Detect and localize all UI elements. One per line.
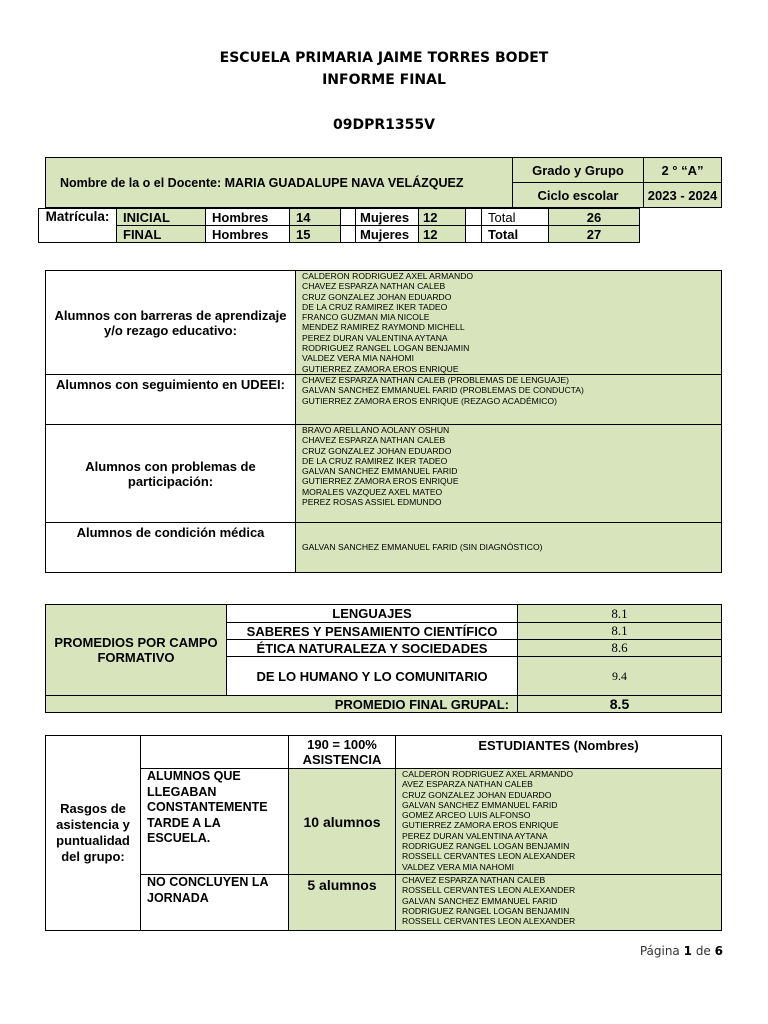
student-name: MENDEZ RAMIREZ RAYMOND MICHELL xyxy=(302,322,465,333)
total-label: Total xyxy=(482,209,549,226)
student-name: GALVAN SANCHEZ EMMANUEL FARID xyxy=(302,466,458,477)
student-name: RODRIGUEZ RANGEL LOGAN BENJAMIN xyxy=(402,905,570,916)
women-initial: 12 xyxy=(419,209,466,226)
women-label: Mujeres xyxy=(356,209,419,226)
field-name: SABERES Y PENSAMIENTO CIENTÍFICO xyxy=(227,623,518,640)
late-list xyxy=(396,769,722,875)
averages-table xyxy=(45,604,722,713)
report-title: INFORME FINAL xyxy=(322,72,446,88)
student-name: CRUZ GONZALEZ JOHAN EDUARDO xyxy=(302,445,452,456)
student-name: CHAVEZ ESPARZA NATHAN CALEB xyxy=(302,281,446,292)
page-word: Página xyxy=(639,944,680,958)
student-name: CRUZ GONZALEZ JOHAN EDUARDO xyxy=(302,291,452,302)
count-leave: 5 alumnos xyxy=(289,875,396,931)
student-name: GALVAN SANCHEZ EMMANUEL FARID (SIN DIAGNÓSTICO) xyxy=(302,542,543,553)
field-name: DE LO HUMANO Y LO COMUNITARIO xyxy=(227,657,518,696)
men-initial: 14 xyxy=(290,209,341,226)
page-indicator xyxy=(640,944,723,958)
student-name: AVEZ ESPARZA NATHAN CALEB xyxy=(402,779,533,790)
student-name: MORALES VAZQUEZ AXEL MATEO xyxy=(302,486,443,497)
student-name: CHAVEZ ESPARZA NATHAN CALEB (PROBLEMAS DE LENGUAJE) xyxy=(302,375,569,385)
student-name: DE LA CRUZ RAMIREZ IKER TADEO xyxy=(302,301,448,312)
student-name: GUTIERREZ ZAMORA EROS ENRIQUE xyxy=(302,363,459,374)
student-name: CALDERON RODRIGUEZ AXEL ARMANDO xyxy=(402,769,574,779)
medical-label: Alumnos de condición médica xyxy=(46,523,296,573)
men-label-final: Hombres xyxy=(206,226,290,243)
student-name: RODRIGUEZ RANGEL LOGAN BENJAMIN xyxy=(402,841,570,852)
school-name: ESCUELA PRIMARIA JAIME TORRES BODET xyxy=(219,50,549,66)
udeei-list xyxy=(296,375,722,425)
final-average-label: PROMEDIO FINAL GRUPAL: xyxy=(46,696,518,713)
barriers-list xyxy=(296,271,722,375)
trait-late: ALUMNOS QUE LLEGABAN CONSTANTEMENTE TARDE A LA ESCUELA. xyxy=(141,769,289,875)
student-name: ROSSELL CERVANTES LEON ALEXANDER xyxy=(402,916,576,927)
cycle-label: Ciclo escolar xyxy=(513,183,644,208)
student-name: GUTIERREZ ZAMORA EROS ENRIQUE xyxy=(402,820,559,831)
field-value: 8.6 xyxy=(518,640,722,657)
student-name: GALVAN SANCHEZ EMMANUEL FARID xyxy=(402,799,558,810)
trait-leave: NO CONCLUYEN LA JORNADA xyxy=(141,875,289,931)
total-final: 27 xyxy=(549,226,640,243)
field-name: LENGUAJES xyxy=(227,605,518,623)
student-name: GALVAN SANCHEZ EMMANUEL FARID xyxy=(402,895,558,906)
page-number: 1 xyxy=(683,944,692,958)
total-label-final: Total xyxy=(482,226,549,243)
men-final: 15 xyxy=(290,226,341,243)
attendance-label: Rasgos de asistencia y puntualidad del grupo: xyxy=(46,736,141,931)
students-column: ESTUDIANTES (Nombres) xyxy=(396,736,722,769)
enrollment-label: Matrícula: xyxy=(39,209,117,243)
cycle-value: 2023 - 2024 xyxy=(644,183,722,208)
page-total: 6 xyxy=(714,944,723,958)
grade-label: Grado y Grupo xyxy=(513,158,644,183)
barriers-label: Alumnos con barreras de aprendizaje y/o rezago educativo: xyxy=(46,271,296,375)
leave-list xyxy=(396,875,722,931)
students-table xyxy=(45,270,722,573)
women-final: 12 xyxy=(419,226,466,243)
student-name: RODRIGUEZ RANGEL LOGAN BENJAMIN xyxy=(302,343,470,354)
student-name: CRUZ GONZALEZ JOHAN EDUARDO xyxy=(402,789,552,800)
student-name: CHAVEZ ESPARZA NATHAN CALEB xyxy=(402,875,546,885)
student-name: PEREZ DURAN VALENTINA AYTANA xyxy=(302,332,448,343)
teacher-table xyxy=(45,157,722,208)
student-name: GOMEZ ARCEO LUIS ALFONSO xyxy=(402,810,531,821)
stage-final: FINAL xyxy=(117,226,206,243)
student-name: GUTIERREZ ZAMORA EROS ENRIQUE (REZAGO ACADÉMICO) xyxy=(302,395,557,406)
field-name: ÉTICA NATURALEZA Y SOCIEDADES xyxy=(227,640,518,657)
field-value: 8.1 xyxy=(518,623,722,640)
grade-value: 2 ° “A” xyxy=(644,158,722,183)
school-code: 09DPR1355V xyxy=(333,117,435,133)
student-name: PEREZ ROSAS ASSIEL EDMUNDO xyxy=(302,497,442,508)
student-name: ROSSELL CERVANTES LEON ALEXANDER xyxy=(402,851,576,862)
student-name: DE LA CRUZ RAMIREZ IKER TADEO xyxy=(302,455,448,466)
attendance-table xyxy=(45,735,722,931)
women-label-final: Mujeres xyxy=(356,226,419,243)
student-name: VALDEZ VERA MIA NAHOMI xyxy=(302,353,415,364)
student-name: BRAVO ARELLANO AOLANY OSHUN xyxy=(302,425,450,435)
student-name: FRANCO GUZMAN MIA NICOLE xyxy=(302,312,430,323)
attendance-column: 190 = 100% ASISTENCIA xyxy=(289,736,396,769)
student-name: ROSSELL CERVANTES LEON ALEXANDER xyxy=(402,885,576,896)
student-name: CHAVEZ ESPARZA NATHAN CALEB xyxy=(302,435,446,446)
final-average-value: 8.5 xyxy=(518,696,722,713)
enrollment-table xyxy=(38,208,640,243)
teacher-cell xyxy=(46,158,513,208)
student-name: VALDEZ VERA MIA NAHOMI xyxy=(402,861,515,872)
count-late: 10 alumnos xyxy=(289,769,396,875)
student-name: PEREZ DURAN VALENTINA AYTANA xyxy=(402,830,548,841)
medical-list xyxy=(296,523,722,573)
field-value: 9.4 xyxy=(518,657,722,696)
student-name: GUTIERREZ ZAMORA EROS ENRIQUE xyxy=(302,476,459,487)
teacher-label: Nombre de la o el Docente: xyxy=(60,175,222,190)
total-initial: 26 xyxy=(549,209,640,226)
participation-list xyxy=(296,425,722,523)
stage-initial: INICIAL xyxy=(117,209,206,226)
men-label: Hombres xyxy=(206,209,290,226)
of-word: de xyxy=(695,944,711,958)
teacher-name: MARIA GUADALUPE NAVA VELÁZQUEZ xyxy=(224,175,464,190)
averages-label: PROMEDIOS POR CAMPO FORMATIVO xyxy=(46,605,227,696)
field-value: 8.1 xyxy=(518,605,722,623)
student-name: GALVAN SANCHEZ EMMANUEL FARID (PROBLEMAS DE CONDUCTA) xyxy=(302,385,584,396)
udeei-label: Alumnos con seguimiento en UDEEI: xyxy=(46,375,296,425)
student-name: CALDERON RODRIGUEZ AXEL ARMANDO xyxy=(302,271,474,281)
participation-label: Alumnos con problemas de participación: xyxy=(46,425,296,523)
